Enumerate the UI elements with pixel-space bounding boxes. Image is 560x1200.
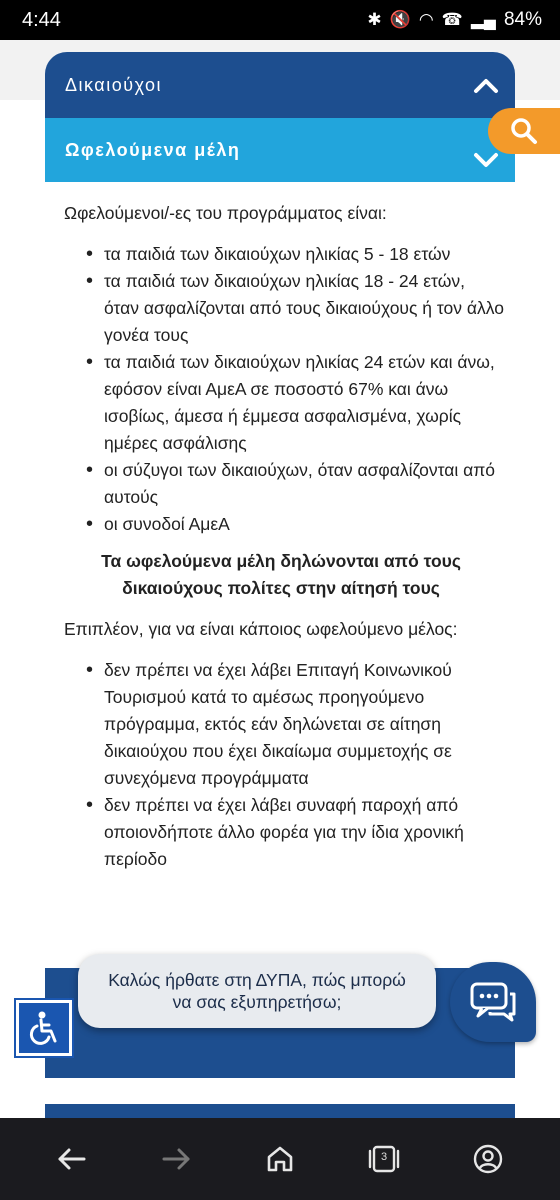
account-icon [472,1143,504,1175]
home-icon [265,1144,295,1174]
chat-button[interactable] [450,962,536,1042]
wheelchair-icon [25,1009,63,1047]
back-button[interactable] [42,1129,102,1189]
list-item: • οι σύζυγοι των δικαιούχων, όταν ασφαλίζονται από αυτούς [104,457,504,511]
accordion-wfeloumena-label: Ωφελούμενα μέλη [65,139,241,160]
list-item: • τα παιδιά των δικαιούχων ηλικίας 18 - 24 ετών, όταν ασφαλίζονται από τους δικαιούχους ή τον άλλο γονέα τους [104,268,504,349]
chevron-up-icon [473,72,499,98]
signal-icon: ▂▄ [470,10,496,29]
list-item: • δεν πρέπει να έχει λάβει συναφή παροχή από οποιονδήποτε άλλο φορέα για την ίδια χρονική περίοδο [104,792,504,873]
accordion-dikaiouxoi[interactable] [45,52,515,118]
battery-level: 84% [503,9,542,30]
search-button[interactable] [488,108,560,154]
bluetooth-icon: ✱ [367,10,382,29]
browser-nav-bar [0,1118,560,1200]
list-item: • τα παιδιά των δικαιούχων ηλικίας 5 - 18 ετών [104,241,504,268]
home-button[interactable] [250,1129,310,1189]
accordion-dikaiouxoi-label: Δικαιούχοι [65,74,163,95]
chat-welcome-text: Καλώς ήρθατε στη ΔΥΠΑ, πώς μπορώ να σας εξυπηρετήσω; [108,970,406,1012]
tabs-count: 3 [380,1151,388,1163]
beneficiaries-list [64,241,504,538]
chevron-down-icon [473,148,499,174]
tabs-button[interactable] [354,1129,414,1189]
mute-icon: 🔇 [389,10,411,29]
accessibility-button[interactable] [16,1000,72,1056]
list-item: • τα παιδιά των δικαιούχων ηλικίας 24 ετών και άνω, εφόσον είναι ΑμεΑ σε ποσοστό 67% και άνω ισοβίως, άμεσα ή έμμεσα ασφαλισμένα, χωρίς ημέρες ασφάλισης [104,349,504,457]
status-time: 4:44 [22,8,61,31]
search-icon [510,117,538,145]
chat-welcome-bubble[interactable] [78,954,436,1028]
list-item: • δεν πρέπει να έχει λάβει Επιταγή Κοινωνικού Τουρισμού κατά το αμέσως προηγούμενο πρόγραμμα, εκτός εάν δηλώνεται σε αίτηση δικαιούχου που έχει δικαίωμα συμμετοχής σε συνεχόμενα προγράμματα [104,657,504,792]
call-icon: ☎ [441,10,463,29]
chat-icon [468,980,518,1024]
next-accordion-2[interactable] [45,1104,515,1118]
forward-button[interactable] [146,1129,206,1189]
bold-note: Τα ωφελούμενα μέλη δηλώνονται από τους δικαιούχους πολίτες στην αίτησή τους [101,551,461,598]
wifi-icon: ◠ [418,10,434,29]
arrow-right-icon [161,1147,191,1171]
account-button[interactable] [458,1129,518,1189]
intro-text: Ωφελούμενοι/-ες του προγράμματος είναι: [64,203,387,223]
status-icons [367,9,542,31]
list-item: • οι συνοδοί ΑμεΑ [104,511,504,538]
conditions-list [64,657,504,873]
content-section [64,200,504,883]
intro2-text: Επιπλέον, για να είναι κάποιος ωφελούμενο μέλος: [64,619,458,639]
arrow-left-icon [57,1147,87,1171]
status-bar [0,0,560,40]
accordion-wfeloumena[interactable] [45,118,515,182]
